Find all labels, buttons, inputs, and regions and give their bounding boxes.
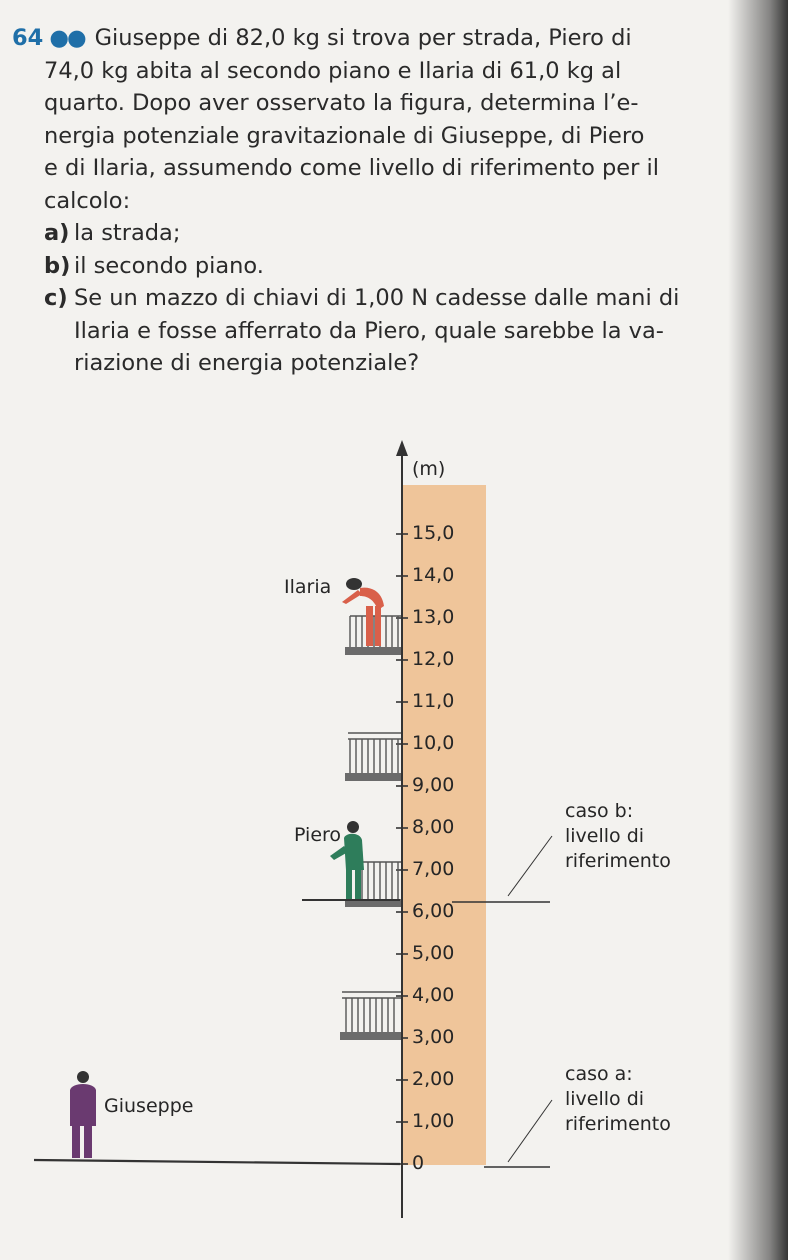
axis-tick-label: 15,0 — [412, 522, 455, 544]
case-a-line3: riferimento — [565, 1113, 671, 1135]
axis-arrow-icon — [396, 440, 408, 456]
question-a-label: a) — [44, 220, 70, 246]
floor-slab-1 — [340, 1032, 401, 1040]
axis-tick-label: 7,00 — [412, 858, 455, 880]
axis-tick-label: 1,00 — [412, 1110, 455, 1132]
railing-1 — [342, 992, 401, 1032]
problem-line: e di Ilaria, assumendo come livello di riferimento per il — [44, 155, 660, 181]
case-b-line3: riferimento — [565, 850, 671, 872]
case-b-title: caso b: — [565, 800, 634, 822]
problem-line: quarto. Dopo aver osservato la figura, determina l’e- — [44, 90, 639, 116]
ilaria-figure-icon — [342, 578, 384, 646]
axis-tick-label: 3,00 — [412, 1026, 455, 1048]
giuseppe-label: Giuseppe — [104, 1095, 194, 1117]
problem-line: 64 ●● Giuseppe di 82,0 kg si trova per strada, Piero di — [12, 25, 632, 51]
axis-tick-label: 10,0 — [412, 732, 455, 754]
axis-tick-label: 2,00 — [412, 1068, 455, 1090]
question-b-label: b) — [44, 252, 71, 279]
case-a-title: caso a: — [565, 1063, 633, 1085]
axis-unit-label: (m) — [412, 458, 446, 480]
giuseppe-figure-icon — [70, 1071, 96, 1158]
difficulty-dots: ●● — [49, 25, 85, 51]
question-c-label: c) — [44, 285, 68, 311]
floor-slab-4 — [345, 647, 401, 655]
problem-line: 74,0 kg abita al secondo piano e Ilaria di 61,0 kg al — [44, 57, 622, 84]
railing-3 — [348, 733, 401, 773]
axis-tick-label: 13,0 — [412, 606, 455, 628]
piero-label: Piero — [294, 824, 342, 846]
axis-tick-label: 6,00 — [412, 900, 455, 922]
axis-tick-label: 5,00 — [412, 942, 455, 964]
axis-tick-label: 8,00 — [412, 816, 455, 838]
question-c: c) Se un mazzo di chiavi di 1,00 N cadesse dalle mani di Ilaria e fosse afferrato da Piero, quale sarebbe la va- riazione di energia potenziale? — [12, 282, 712, 380]
case-a-line2: livello di — [565, 1088, 645, 1110]
case-b-line2: livello di — [565, 825, 645, 847]
problem-number: 64 — [12, 25, 44, 51]
problem-line: calcolo: — [44, 187, 131, 214]
street-line — [34, 1160, 400, 1164]
axis-tick-label: 12,0 — [412, 648, 455, 670]
question-a: a) la strada; — [12, 217, 712, 250]
question-b: b) il secondo piano. — [12, 250, 712, 283]
axis-tick-label: 0 — [412, 1152, 425, 1174]
case-b-pointer — [508, 836, 552, 896]
ilaria-label: Ilaria — [284, 576, 332, 598]
axis-tick-label: 11,0 — [412, 690, 455, 712]
case-a-pointer — [508, 1100, 552, 1162]
problem-line: nergia potenziale gravitazionale di Giuseppe, di Piero — [44, 122, 645, 149]
floor-slab-3 — [345, 773, 401, 781]
axis-tick-label: 9,00 — [412, 774, 455, 796]
axis-tick-label: 14,0 — [412, 564, 455, 586]
axis-tick-label: 4,00 — [412, 984, 455, 1006]
